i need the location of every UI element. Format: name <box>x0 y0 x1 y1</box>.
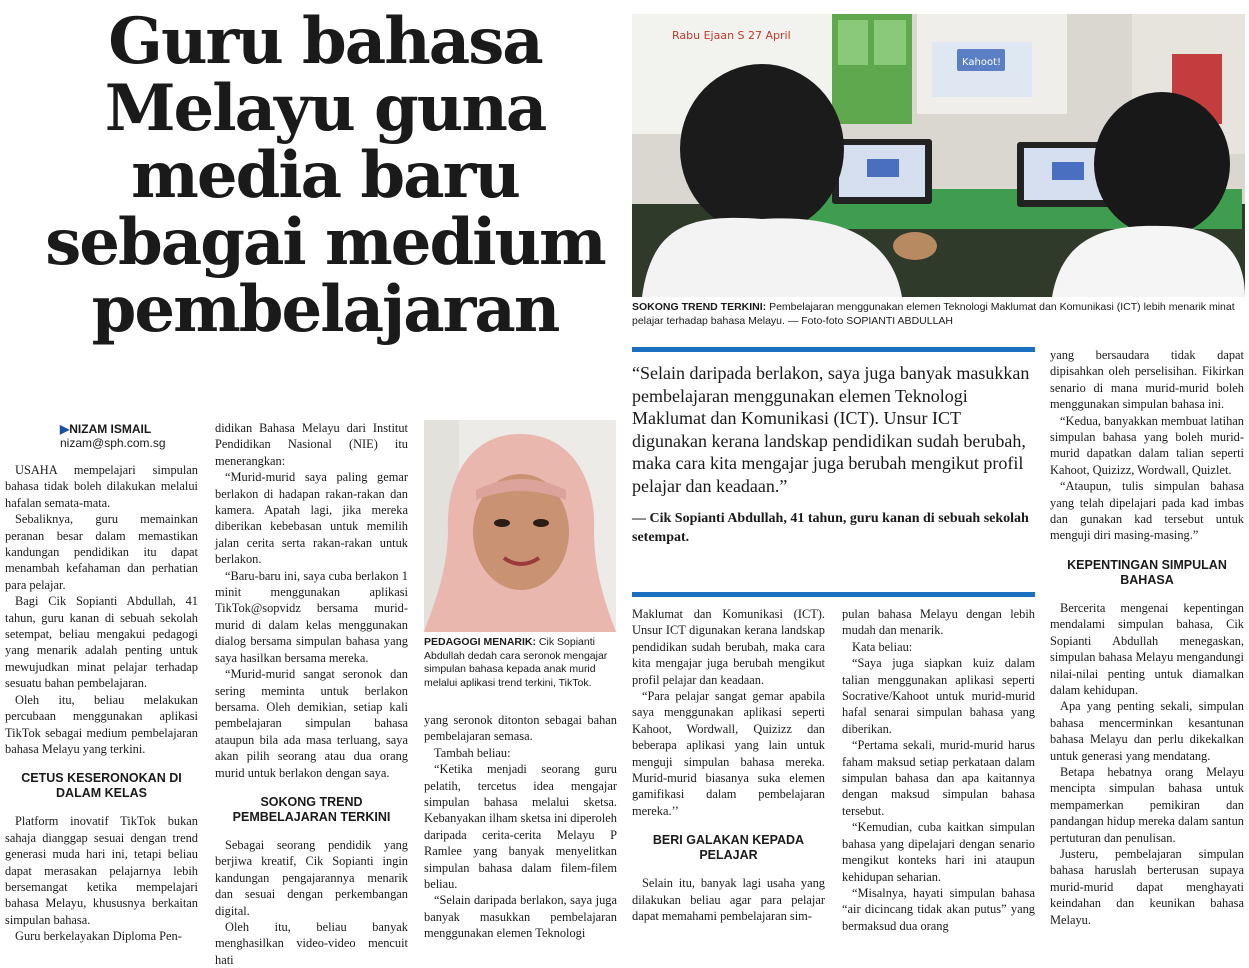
paragraph: yang bersaudara tidak dapat dipisahkan oleh perselisihan. Fikirkan senario di mana murid-murid boleh menggunakan simpulan bahasa ini. <box>1050 348 1244 412</box>
classroom-photo <box>632 14 1245 297</box>
top-caption-label: SOKONG TREND TERKINI: <box>632 301 767 313</box>
article-column-2 <box>215 420 408 968</box>
teacher-photo <box>424 420 616 632</box>
paragraph: Tambah beliau: <box>434 745 511 760</box>
pull-quote <box>632 347 1035 547</box>
paragraph: Bagi Cik Sopianti Abdullah, 41 tahun, guru kanan di sebuah sekolah setempat, beliau mengakui pedagogi yang menarik adalah penting untuk mewujudkan minat pelajar terhadap sesuatu bahan pembelajaran. <box>5 594 198 691</box>
paragraph: “Kemudian, cuba kaitkan simpulan bahasa yang dipelajari dengan senario mengikut konteks hari ini ataupun kehidupan seharian. <box>842 820 1035 884</box>
paragraph: “Ketika menjadi seorang guru pelatih, tercetus idea mengajar simpulan bahasa melalui sketsa. Kebanyakan ilham sketsa ini diperoleh daripada cerita-cerita Melayu P Ramlee yang banyak menyelitkan simpulan bahasa dalam filem-filem beliau. <box>424 762 617 892</box>
paragraph: Justeru, pembelajaran simpulan bahasa haruslah berterusan supaya murid-murid dapat menghayati keindahan dan keunikan bahasa Melayu. <box>1050 846 1244 927</box>
byline-email: nizam@sph.com.sg <box>60 436 166 450</box>
paragraph: Betapa hebatnya orang Melayu mencipta simpulan bahasa untuk mempamerkan pemikiran dan pandangan hidup mereka dalam santun pertuturan dan penulisan. <box>1050 764 1244 845</box>
paragraph: “Murid-murid saya paling gemar berlakon di hadapan rakan-rakan dan kamera. Apatah lagi, jika mereka diberikan kebebasan untuk memilih jalan cerita serta rakan-rakan untuk berlakon. <box>215 470 408 567</box>
teacher-photo-caption <box>424 636 616 690</box>
top-photo-caption <box>632 301 1245 328</box>
paragraph: “Misalnya, hayati simpulan bahasa “air dicincang tidak akan putus” yang bermaksud dua orang <box>842 885 1035 933</box>
paragraph: pulan bahasa Melayu dengan lebih mudah dan menarik. <box>842 607 1035 638</box>
byline-author: NIZAM ISMAIL <box>69 422 152 436</box>
paragraph: Oleh itu, beliau melakukan percubaan menggunakan aplikasi TikTok sebagai medium pembelajaran bahasa Melayu yang terkini. <box>5 692 198 756</box>
paragraph: Platform inovatif TikTok bukan sahaja dianggap sesuai dengan trend generasi muda hari ini, tetapi beliau dapat merasakan pelajarnya lebih bersemangat ketika mempelajari bahasa Melayu, khususnya berkaitan simpulan bahasa. <box>5 814 198 927</box>
paragraph: Sebaliknya, guru memainkan peranan besar dalam memastikan kandungan pendidikan itu dapat menambah kefahaman dan perhatian para pelajar. <box>5 512 198 592</box>
paragraph: Sebagai seorang pendidik yang berjiwa kreatif, Cik Sopianti ingin kandungan pengajarannya menarik dan sesuai dengan perkembangan digital. <box>215 837 408 918</box>
paragraph: “Pertama sekali, murid-murid harus faham maksud setiap perkataan dalam simpulan bahasa dan apa kaitannya dengan maksud simpulan bahasa tersebut. <box>842 738 1035 818</box>
subheading: CETUS KESERONOKAN DI DALAM KELAS <box>21 771 182 801</box>
paragraph: Bercerita mengenai kepentingan mendalami simpulan bahasa, Cik Sopianti Abdullah menegaskan, simpulan bahasa Melayu mengandungi nilai-nilai penting untuk diamalkan dalam kehidupan. <box>1050 600 1244 697</box>
paragraph: Selain itu, banyak lagi usaha yang dilakukan beliau agar para pelajar dapat memahami pembelajaran sim- <box>632 876 825 924</box>
pull-quote-text: “Selain daripada berlakon, saya juga banyak masukkan pembelajaran menggunakan elemen Teknologi Maklumat dan Komunikasi (ICT). Unsur ICT digunakan kerana landskap pendidikan sudah berubah, maka cara kita mengajar juga berubah mengikut profil pelajar dan keadaan.” <box>632 363 1030 496</box>
paragraph: “Kedua, banyakkan membuat latihan simpulan bahasa yang boleh murid-murid dapatkan dalam talian seperti Kahoot, Quizizz, Wordwall, Quizlet. <box>1050 413 1244 477</box>
article-column-4 <box>632 606 825 925</box>
paragraph: Oleh itu, beliau banyak menghasilkan video-video mencuit hati <box>215 919 408 967</box>
paragraph: USAHA mempelajari simpulan bahasa tidak boleh dilakukan melalui hafalan semata-mata. <box>5 463 198 510</box>
paragraph: didikan Bahasa Melayu dari Institut Pendidikan Nasional (NIE) itu menerangkan: <box>215 421 408 468</box>
paragraph: Kata beliau: <box>852 639 913 654</box>
pull-quote-source: — Cik Sopianti Abdullah, 41 tahun, guru kanan di sebuah sekolah setempat. <box>632 511 1029 545</box>
paragraph: “Baru-baru ini, saya cuba berlakon 1 minit menggunakan aplikasi TikTok@sopvidz bersama murid-murid di dalam kelas menggunakan dialog bersama simpulan bahasa yang saya hasilkan bersama mereka. <box>215 568 408 665</box>
board-text: Rabu Ejaan S 27 April <box>672 29 791 42</box>
paragraph: “Murid-murid sangat seronok dan sering meminta untuk berlakon bersama. Oleh demikian, setiap kali pembelajaran simpulan bahasa ataupun bila ada masa terluang, saya akan pilih seorang atau dua orang murid untuk berlakon dengan saya. <box>215 667 408 780</box>
article-column-6 <box>1050 347 1244 928</box>
top-caption-text: Pembelajaran menggunakan elemen Teknologi Maklumat dan Komunikasi (ICT) lebih menarik minat pelajar terhadap bahasa Melayu. — Foto-foto SOPIANTI ABDULLAH <box>632 301 1235 327</box>
screen-text: Kahoot! <box>962 57 1002 68</box>
paragraph: “Para pelajar sangat gemar apabila saya menggunakan aplikasi seperti Kahoot, Wordwall, Quizizz dan beberapa aplikasi yang lain untuk menguji simpulan bahasa mereka. Murid-murid biasanya suka elemen gamifikasi dalam pembelajaran mereka.’’ <box>632 689 825 818</box>
article-column-5 <box>842 606 1035 934</box>
pull-quote-divider <box>632 592 1035 597</box>
teacher-portrait <box>424 420 616 632</box>
subheading: KEPENTINGAN SIMPULAN BAHASA <box>1067 557 1227 587</box>
byline-arrow-icon: ▶ <box>60 422 70 436</box>
paragraph: “Saya juga siapkan kuiz dalam talian menggunakan aplikasi seperti Socrative/Kahoot untuk murid-murid hafal senarai simpulan bahasa yang diberikan. <box>842 656 1035 736</box>
paragraph: “Selain daripada berlakon, saya juga banyak masukkan pembelajaran menggunakan elemen Teknologi <box>424 893 617 941</box>
paragraph: “Ataupun, tulis simpulan bahasa yang telah dipelajari pada kad imbas dan gunakan kad tersebut untuk menguji diri masing-masing.” <box>1050 479 1244 543</box>
paragraph: Guru berkelayakan Diploma Pen- <box>15 929 182 944</box>
headline: Guru bahasa Melayu guna media baru sebagai medium pembelajaran <box>45 4 605 347</box>
byline-name <box>60 422 151 436</box>
teacher-caption-text: Cik Sopianti Abdullah dedah cara seronok mengajar simpulan bahasa kepada anak murid melalui aplikasi trend terkini, TikTok. <box>424 636 608 689</box>
classroom-photo-illustration <box>632 14 1245 297</box>
subheading: SOKONG TREND PEMBELAJARAN TERKINI <box>232 794 391 824</box>
article-column-3 <box>424 712 617 942</box>
paragraph: yang seronok ditonton sebagai bahan pembelajaran semasa. <box>424 713 617 744</box>
article-column-1 <box>5 462 198 945</box>
paragraph: Apa yang penting sekali, simpulan bahasa mencerminkan kesantunan bahasa Melayu dan perlu dikekalkan untuk generasi yang mendatang. <box>1050 699 1244 763</box>
subheading: BERI GALAKAN KEPADA PELAJAR <box>652 833 805 863</box>
paragraph: Maklumat dan Komunikasi (ICT). Unsur ICT digunakan kerana landskap pendidikan sudah berubah, maka cara kita mengajar juga berubah mengikut profil pelajar dan keadaan. <box>632 607 825 687</box>
teacher-caption-label: PEDAGOGI MENARIK: <box>424 636 537 648</box>
